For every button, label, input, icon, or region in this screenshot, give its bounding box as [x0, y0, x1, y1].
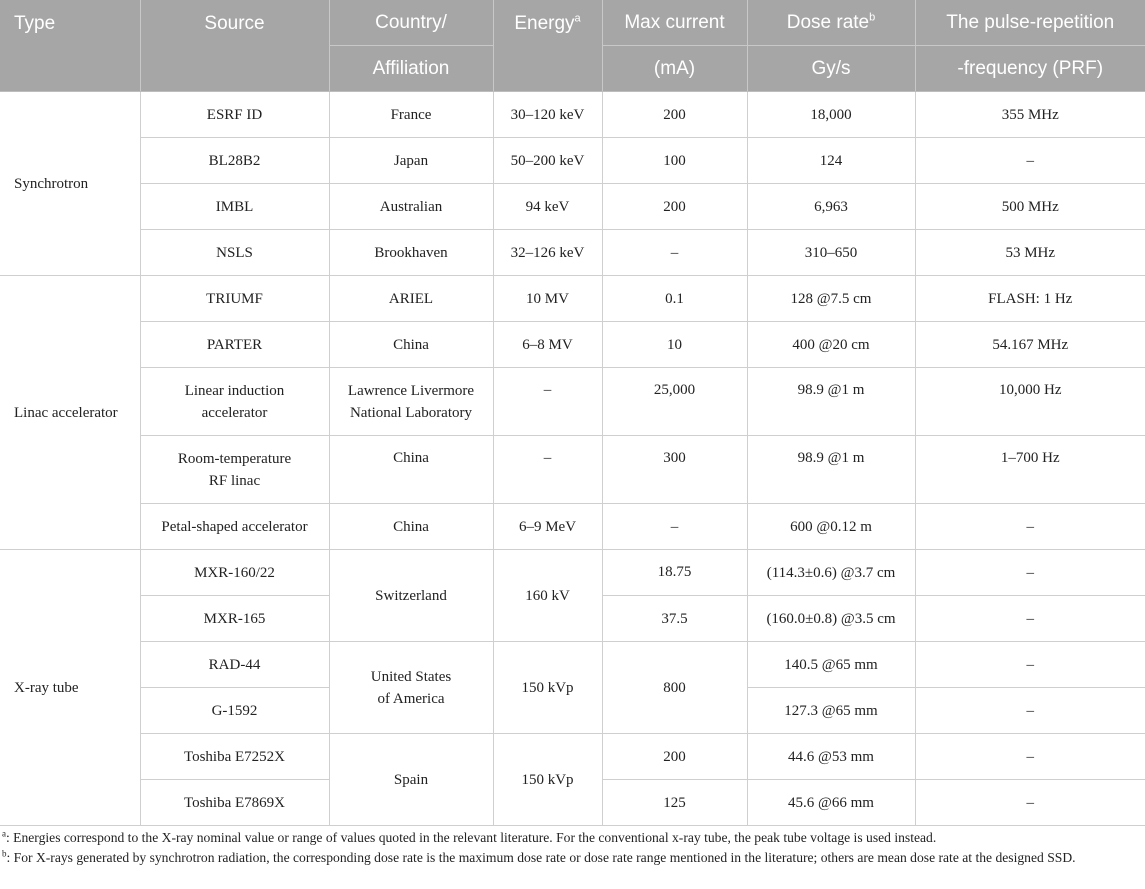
cell-source: Toshiba E7252X — [140, 734, 329, 780]
cell-prf: 54.167 MHz — [915, 322, 1145, 368]
cell-energy: 50–200 keV — [493, 138, 602, 184]
cell-energy: 160 kV — [493, 550, 602, 642]
cell-dose: 128 @7.5 cm — [747, 276, 915, 322]
cell-current: 100 — [602, 138, 747, 184]
cell-source: BL28B2 — [140, 138, 329, 184]
cell-prf: – — [915, 138, 1145, 184]
header-country: Country/ Affiliation — [329, 0, 493, 92]
cell-current: 25,000 — [602, 368, 747, 436]
source-line-2: RF linac — [208, 472, 261, 489]
cell-country — [329, 368, 493, 436]
cell-current: 300 — [602, 436, 747, 504]
table-row — [0, 230, 1145, 276]
cell-current: 800 — [602, 642, 747, 734]
group-synchrotron: Synchrotron — [0, 92, 140, 276]
cell-country: Brookhaven — [329, 230, 493, 276]
cell-prf: 355 MHz — [915, 92, 1145, 138]
cell-energy: 6–9 MeV — [493, 504, 602, 550]
cell-source — [140, 368, 329, 436]
table-row — [0, 436, 1145, 504]
cell-prf: – — [915, 550, 1145, 596]
table-row — [0, 276, 1145, 322]
cell-dose: 140.5 @65 mm — [747, 642, 915, 688]
table-row — [0, 734, 1145, 780]
source-line-1: Linear induction — [184, 382, 285, 399]
footnote-a: $^a$: Energies correspond to the X-ray nominal value or range of values quoted in the relevant literature. For the conventional x-ray tube, the peak tube voltage is used instead. — [2, 828, 937, 845]
table-row — [0, 550, 1145, 596]
cell-energy: 30–120 keV — [493, 92, 602, 138]
cell-current: – — [602, 504, 747, 550]
cell-prf: – — [915, 734, 1145, 780]
header-dose-rate: Dose rate$^b$ Gy/s — [747, 0, 915, 92]
group-xray-tube: X-ray tube — [0, 550, 140, 826]
cell-country: Australian — [329, 184, 493, 230]
cell-prf: – — [915, 688, 1145, 734]
cell-prf: 500 MHz — [915, 184, 1145, 230]
cell-energy: 6–8 MV — [493, 322, 602, 368]
cell-current: 200 — [602, 92, 747, 138]
cell-current: 125 — [602, 780, 747, 826]
cell-prf: 53 MHz — [915, 230, 1145, 276]
cell-current: – — [602, 230, 747, 276]
cell-prf: 1–700 Hz — [915, 436, 1145, 504]
cell-current: 200 — [602, 184, 747, 230]
cell-country — [329, 642, 493, 734]
table-row — [0, 642, 1145, 688]
cell-source: ESRF ID — [140, 92, 329, 138]
country-line-2: of America — [377, 690, 445, 707]
cell-country: Spain — [329, 734, 493, 826]
cell-dose: 45.6 @66 mm — [747, 780, 915, 826]
cell-energy: 32–126 keV — [493, 230, 602, 276]
cell-energy: 10 MV — [493, 276, 602, 322]
cell-dose: (114.3±0.6) @3.7 cm — [747, 550, 915, 596]
table-row — [0, 504, 1145, 550]
header-max-current: Max current (mA) — [602, 0, 747, 92]
cell-source: TRIUMF — [140, 276, 329, 322]
cell-dose: 127.3 @65 mm — [747, 688, 915, 734]
cell-dose: 18,000 — [747, 92, 915, 138]
cell-source: MXR-165 — [140, 596, 329, 642]
header-prf: The pulse-repetition -frequency (PRF) — [915, 0, 1145, 92]
cell-dose: 98.9 @1 m — [747, 436, 915, 504]
cell-source: NSLS — [140, 230, 329, 276]
cell-country: China — [329, 436, 493, 504]
cell-dose: 44.6 @53 mm — [747, 734, 915, 780]
cell-country: Switzerland — [329, 550, 493, 642]
header-row — [0, 0, 1145, 92]
cell-prf: – — [915, 504, 1145, 550]
header-type: Type — [0, 0, 140, 92]
cell-source: RAD-44 — [140, 642, 329, 688]
cell-source — [140, 436, 329, 504]
cell-dose: (160.0±0.8) @3.5 cm — [747, 596, 915, 642]
table-row — [0, 138, 1145, 184]
cell-current: 0.1 — [602, 276, 747, 322]
cell-energy: 94 keV — [493, 184, 602, 230]
cell-energy: – — [493, 368, 602, 436]
cell-country: China — [329, 322, 493, 368]
cell-current: 37.5 — [602, 596, 747, 642]
cell-dose: 310–650 — [747, 230, 915, 276]
cell-country: ARIEL — [329, 276, 493, 322]
source-line-1: Room-temperature — [177, 450, 292, 467]
footnote-b: $^b$: For X-rays generated by synchrotron radiation, the corresponding dose rate is the maximum dose rate or dose rate range mentioned in the literature; others are mean dose rate at the designed SSD. — [2, 848, 1076, 865]
table-row — [0, 368, 1145, 436]
table-row — [0, 184, 1145, 230]
cell-country: Japan — [329, 138, 493, 184]
cell-prf: – — [915, 642, 1145, 688]
country-line-2: National Laboratory — [349, 404, 473, 421]
cell-prf: FLASH: 1 Hz — [915, 276, 1145, 322]
cell-source: MXR-160/22 — [140, 550, 329, 596]
cell-country: China — [329, 504, 493, 550]
cell-country: France — [329, 92, 493, 138]
cell-dose: 98.9 @1 m — [747, 368, 915, 436]
cell-dose: 400 @20 cm — [747, 322, 915, 368]
cell-prf: – — [915, 780, 1145, 826]
country-line-1: United States — [370, 668, 452, 685]
cell-current: 200 — [602, 734, 747, 780]
cell-source: IMBL — [140, 184, 329, 230]
cell-dose: 6,963 — [747, 184, 915, 230]
country-line-1: Lawrence Livermore — [347, 382, 475, 399]
cell-current: 18.75 — [602, 550, 747, 596]
header-energy: Energy$^a$ — [493, 0, 602, 92]
cell-prf: 10,000 Hz — [915, 368, 1145, 436]
cell-source: Toshiba E7869X — [140, 780, 329, 826]
group-linac: Linac accelerator — [0, 276, 140, 550]
cell-dose: 124 — [747, 138, 915, 184]
table-row — [0, 322, 1145, 368]
footnotes — [2, 828, 1142, 868]
cell-energy: – — [493, 436, 602, 504]
source-line-2: accelerator — [201, 404, 268, 421]
cell-energy: 150 kVp — [493, 642, 602, 734]
cell-dose: 600 @0.12 m — [747, 504, 915, 550]
cell-source: PARTER — [140, 322, 329, 368]
header-source: Source — [140, 0, 329, 92]
cell-prf: – — [915, 596, 1145, 642]
table-row — [0, 92, 1145, 138]
cell-source: Petal-shaped accelerator — [140, 504, 329, 550]
cell-source: G-1592 — [140, 688, 329, 734]
cell-energy: 150 kVp — [493, 734, 602, 826]
cell-current: 10 — [602, 322, 747, 368]
